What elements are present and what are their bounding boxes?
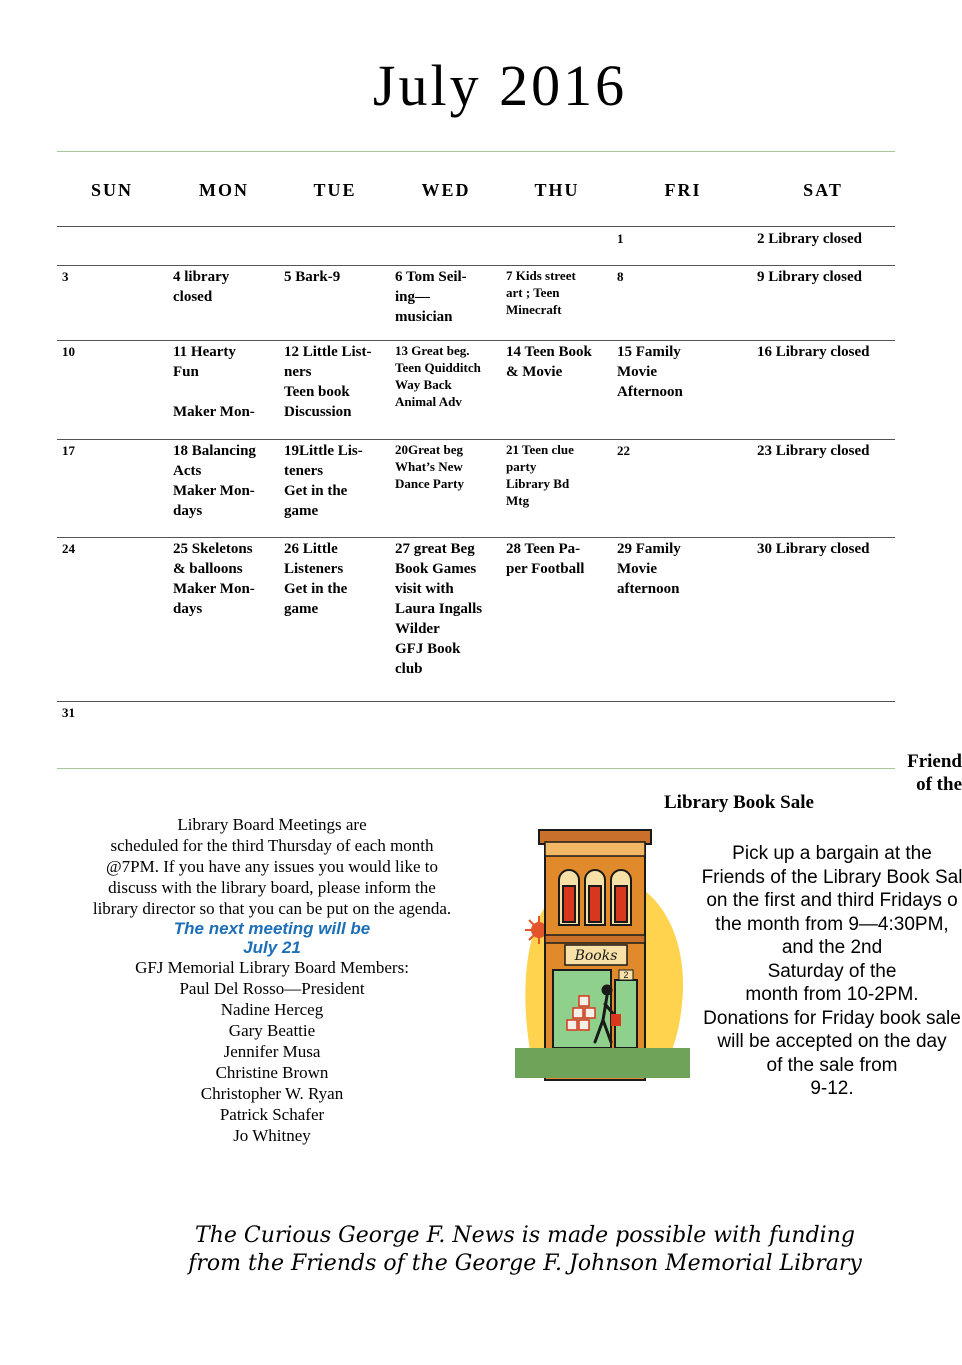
board-intro-2: scheduled for the third Thursday of each month [110,836,434,855]
section-rule [57,768,895,769]
calendar-day-cell: 28 Teen Pa- per Football [506,541,585,577]
board-member: Patrick Schafer [219,1105,325,1124]
calendar-day-cell: 2 Library closed [757,231,862,247]
title-rule [57,151,895,152]
sale-line: Pick up a bargain at the [732,843,932,864]
calendar-day-cell: 20Great beg What’s New Dance Party [395,442,464,491]
weekday-header-sat: SAT [803,180,843,200]
sale-line: 9-12. [810,1078,854,1099]
board-members-title: GFJ Memorial Library Board Members: [135,958,409,977]
calendar-day-cell: 17 [62,443,75,458]
calendar-day-cell: 21 Teen clue party Library Bd Mtg [506,442,574,508]
week-divider [57,537,895,538]
footer-line-2: from the Friends of the George F. Johnson Memorial Library [188,1251,862,1276]
calendar-day-cell: 12 Little List- ners Teen book Discussion [284,344,372,420]
calendar-day-cell: 10 [62,344,75,359]
calendar-day-cell: 11 Hearty Fun Maker Mon- [173,344,255,420]
calendar-day-cell: 23 Library closed [757,443,870,459]
calendar-day-cell: 8 [617,269,624,284]
friends-header: Friend of the [907,751,962,795]
board-member: Paul Del Rosso—President [179,979,365,998]
sale-line: Friends of the Library Book Sal [701,866,962,888]
board-member: Jo Whitney [233,1126,311,1145]
board-member: Christopher W. Ryan [200,1084,344,1103]
weekday-header-fri: FRI [664,180,702,200]
page-title: July 2016 [372,53,628,118]
calendar-day-cell: 19Little Lis- teners Get in the game [284,443,363,519]
calendar-day-cell: 18 Balancing Acts Maker Mon- days [173,443,256,519]
calendar-day-cell: 5 Bark-9 [284,269,341,285]
calendar-day-cell: 24 [62,541,75,556]
calendar-day-cell: 25 Skeletons & balloons Maker Mon- days [173,541,255,617]
book-sale-title: Library Book Sale [664,792,814,813]
sale-line: month from 10-2PM. [745,984,919,1005]
calendar-day-cell: 14 Teen Book & Movie [506,344,592,380]
sale-line: Saturday of the [767,960,897,982]
sale-line: and the 2nd [781,937,883,958]
sale-line: the month from 9—4:30PM, [715,913,949,935]
weekday-header-wed: WED [421,180,471,200]
door-number-text: 2 [623,970,629,980]
board-member: Christine Brown [215,1063,329,1082]
calendar-day-cell: 31 [62,705,75,720]
book-sale-description [682,842,962,1101]
calendar-day-cell: 6 Tom Seil- ing— musician [395,269,467,325]
bookstore-illustration [515,820,690,1085]
week-divider [57,265,895,266]
weekday-header-tue: TUE [313,180,357,200]
week-divider [57,439,895,440]
calendar-day-cell: 7 Kids street art ; Teen Minecraft [506,268,576,317]
board-intro-4: discuss with the library board, please inform the [108,878,436,897]
board-member: Jennifer Musa [223,1042,321,1061]
footer-line-1: The Curious George F. News is made possible with funding [195,1223,855,1248]
weekday-header-mon: MON [199,180,249,200]
weekday-header-sun: SUN [90,180,133,200]
calendar-day-cell: 30 Library closed [757,541,870,557]
next-meeting-line-2: July 21 [243,938,301,957]
sale-line: Donations for Friday book sale [703,1007,961,1029]
board-member: Nadine Herceg [220,1000,324,1019]
upper-windows [559,870,631,925]
sale-line: will be accepted on the day [717,1031,947,1052]
books-sign-text: Books [574,948,618,964]
week-divider [57,701,895,702]
calendar-day-cell: 27 great Beg Book Games visit with Laura Ingalls Wilder GFJ Book club [395,541,483,677]
ground [515,1048,690,1078]
week-divider [57,340,895,341]
board-intro-5: library director so that you can be put on the agenda. [92,899,452,918]
board-meetings-section [57,814,487,1146]
calendar-day-cell: 16 Library closed [757,344,870,360]
board-member: Gary Beattie [228,1021,316,1040]
calendar-day-cell: 1 [617,231,624,246]
calendar-day-cell: 26 Little Listeners Get in the game [284,541,348,617]
calendar-day-cell: 13 Great beg. Teen Quidditch Way Back Animal Adv [395,343,481,409]
board-intro-1: Library Board Meetings are [177,815,367,834]
calendar-day-cell: 3 [62,269,69,284]
funding-footer [120,1222,930,1278]
next-meeting-line-1: The next meeting will be [173,919,371,938]
calendar-day-cell: 22 [617,443,630,458]
sale-line: on the first and third Fridays o [706,890,958,911]
calendar-day-cell: 15 Family Movie Afternoon [617,344,683,400]
week-divider [57,226,895,227]
calendar-day-cell: 29 Family Movie afternoon [617,541,681,597]
calendar-day-cell: 4 library closed [173,269,230,305]
sale-line: of the sale from [766,1054,898,1076]
board-intro-3: @7PM. If you have any issues you would like to [105,857,438,876]
calendar-day-cell: 9 Library closed [757,269,862,285]
weekday-header-thu: THU [534,180,580,200]
